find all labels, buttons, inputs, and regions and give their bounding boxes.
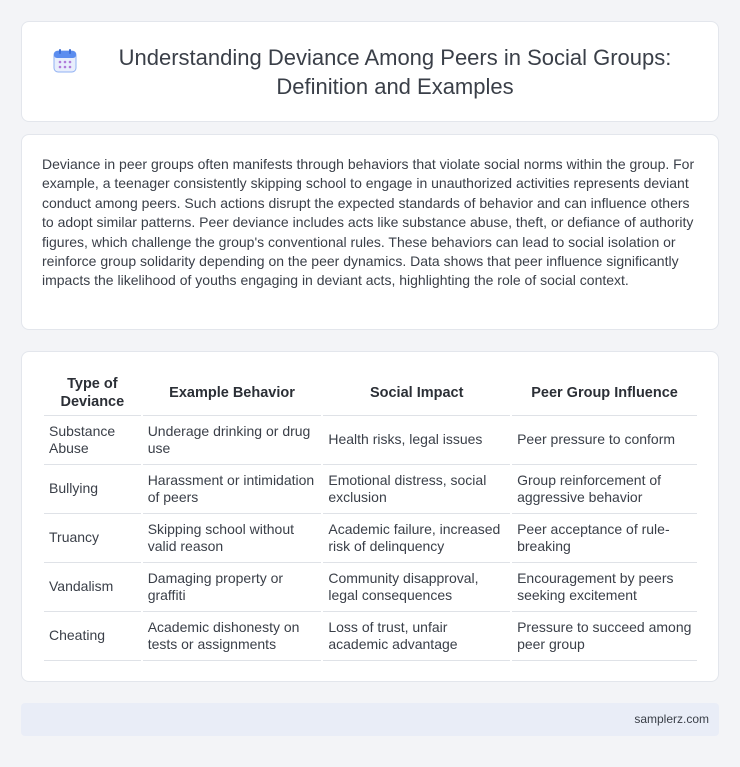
cell-type: Bullying <box>44 465 141 514</box>
table-header-row <box>44 370 697 416</box>
cell-influence: Peer acceptance of rule-breaking <box>512 514 697 563</box>
cell-influence: Peer pressure to conform <box>512 416 697 465</box>
header-impact: Social Impact <box>323 370 510 416</box>
table-row <box>44 563 697 612</box>
cell-impact: Community disapproval, legal consequences <box>323 563 510 612</box>
header-type: Type of Deviance <box>44 370 141 416</box>
header-example: Example Behavior <box>143 370 322 416</box>
cell-type: Vandalism <box>44 563 141 612</box>
header-influence: Peer Group Influence <box>512 370 697 416</box>
table-row <box>44 465 697 514</box>
table-row <box>44 416 697 465</box>
table-row <box>44 514 697 563</box>
cell-influence: Pressure to succeed among peer group <box>512 612 697 661</box>
cell-impact: Loss of trust, unfair academic advantage <box>323 612 510 661</box>
cell-impact: Health risks, legal issues <box>323 416 510 465</box>
cell-example: Underage drinking or drug use <box>143 416 322 465</box>
page-title: Understanding Deviance Among Peers in Social Groups: Definition and Examples <box>118 44 672 99</box>
cell-example: Harassment or intimidation of peers <box>143 465 322 514</box>
footer <box>21 703 719 736</box>
cell-example: Academic dishonesty on tests or assignments <box>143 612 322 661</box>
table-card <box>21 351 719 682</box>
cell-type: Cheating <box>44 612 141 661</box>
cell-example: Skipping school without valid reason <box>143 514 322 563</box>
deviance-table <box>42 370 699 661</box>
intro-card <box>21 134 719 330</box>
title-card <box>21 21 719 122</box>
footer-site-link[interactable]: samplerz.com <box>634 712 709 726</box>
cell-type: Truancy <box>44 514 141 563</box>
intro-paragraph: Deviance in peer groups often manifests through behaviors that violate social norms within the group. For example, a teenager consistently skipping school to engage in unauthorized activities represents deviant conduct among peers. Such actions disrupt the expected standards of behavior and can influence others to adopt similar patterns. Peer deviance includes acts like substance abuse, theft, or defiance of authority figures, which challenge the group's conventional rules. These behaviors can lead to social isolation or reinforce group solidarity depending on the peer dynamics. Data shows that peer influence significantly impacts the likelihood of youths engaging in deviant acts, highlighting the role of social context. <box>42 156 695 289</box>
cell-example: Damaging property or graffiti <box>143 563 322 612</box>
cell-type: Substance Abuse <box>44 416 141 465</box>
cell-influence: Encouragement by peers seeking excitement <box>512 563 697 612</box>
cell-influence: Group reinforcement of aggressive behavior <box>512 465 697 514</box>
table-row <box>44 612 697 661</box>
cell-impact: Emotional distress, social exclusion <box>323 465 510 514</box>
cell-impact: Academic failure, increased risk of delinquency <box>323 514 510 563</box>
